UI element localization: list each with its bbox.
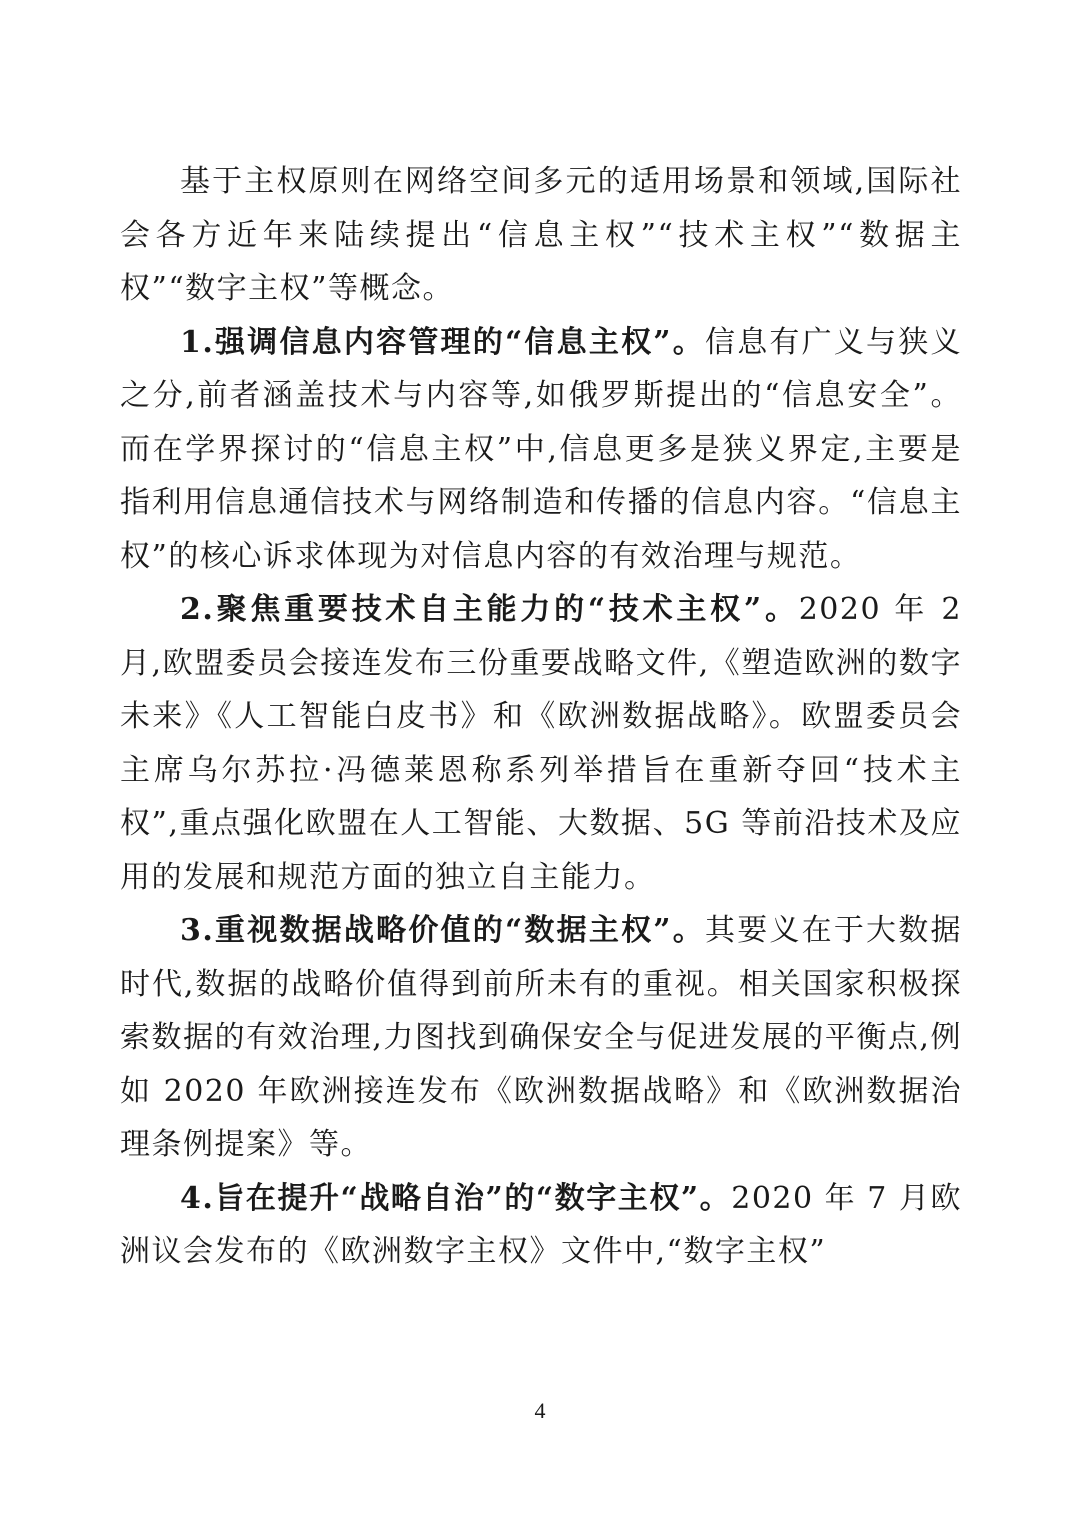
paragraph-information-sovereignty <box>120 316 962 584</box>
body-digital-sovereignty: 2020 年 7 月欧洲议会发布的《欧洲数字主权》文件中,“数字主权” <box>120 1180 963 1269</box>
body-information-sovereignty: 信息有广义与狭义之分,前者涵盖技术与内容等,如俄罗斯提出的“信息安全”。而在学界探讨的“信息主权”中,信息更多是狭义界定,主要是指利用信息通信技术与网络制造和传播的信息内容。“信息主权”的核心诉求体现为对信息内容的有效治理与规范。 <box>120 324 962 574</box>
heading-data-sovereignty: 3.重视数据战略价值的“数据主权”。 <box>180 913 705 948</box>
document-page <box>120 155 962 1279</box>
body-data-sovereignty: 其要义在于大数据时代,数据的战略价值得到前所未有的重视。相关国家积极探索数据的有效治理,力图找到确保安全与促进发展的平衡点,例如 2020 年欧洲接连发布《欧洲数据战略》和《欧洲数据治理条例提案》等。 <box>120 913 962 1162</box>
heading-technology-sovereignty: 2.聚焦重要技术自主能力的“技术主权”。 <box>180 592 799 627</box>
body-technology-sovereignty: 2020 年 2 月,欧盟委员会接连发布三份重要战略文件,《塑造欧洲的数字未来》《人工智能白皮书》和《欧洲数据战略》。欧盟委员会主席乌尔苏拉·冯德莱恩称系列举措旨在重新夺回“技术主权”,重点强化欧盟在人工智能、大数据、5G 等前沿技术及应用的发展和规范方面的独立自主能力。 <box>120 592 962 895</box>
paragraph-digital-sovereignty <box>120 1172 962 1279</box>
paragraph-data-sovereignty <box>120 904 962 1172</box>
paragraph-intro-text: 基于主权原则在网络空间多元的适用场景和领域,国际社会各方近年来陆续提出“信息主权”“技术主权”“数据主权”“数字主权”等概念。 <box>120 164 962 306</box>
heading-digital-sovereignty: 4.旨在提升“战略自治”的“数字主权”。 <box>180 1180 732 1216</box>
paragraph-intro <box>120 155 962 316</box>
heading-information-sovereignty: 1.强调信息内容管理的“信息主权”。 <box>180 324 705 360</box>
paragraph-technology-sovereignty <box>120 583 962 904</box>
page-number: 4 <box>534 1398 546 1423</box>
